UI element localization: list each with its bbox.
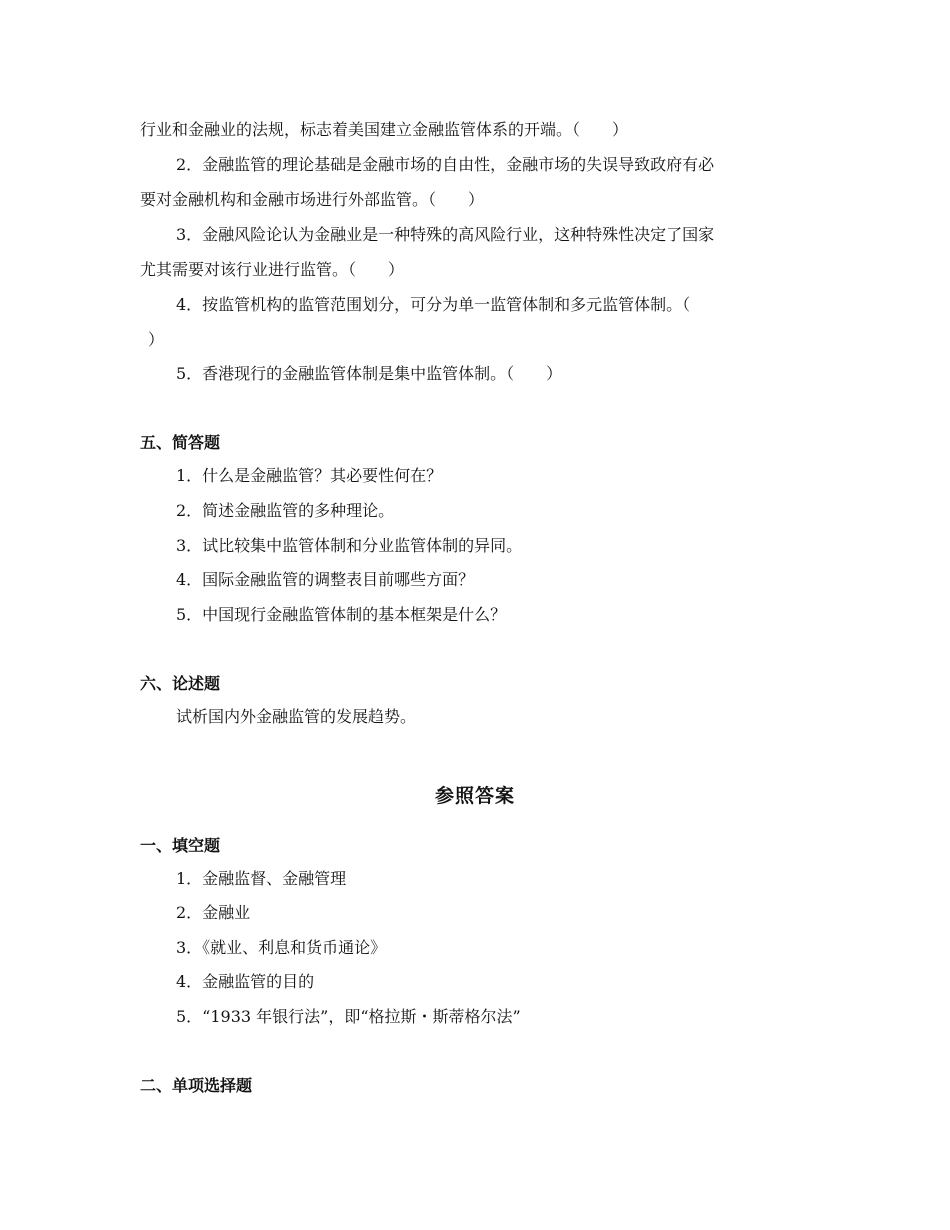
fill-blank-answer: 5．“1933 年银行法”，即“格拉斯・斯蒂格尔法” [176, 1007, 521, 1026]
fill-blank-answer: 4．金融监管的目的 [176, 972, 315, 991]
short-answer-item: 2．简述金融监管的多种理论。 [176, 501, 395, 520]
judgement-q1-tail: 行业和金融业的法规，标志着美国建立金融监管体系的开端。（ ） [140, 120, 629, 139]
short-answer-item: 4．国际金融监管的调整表目前哪些方面？ [176, 570, 475, 589]
judgement-q2-line1: 2．金融监管的理论基础是金融市场的自由性，金融市场的失误导致政府有必 [176, 155, 715, 174]
short-answer-heading: 五、简答题 [140, 433, 221, 452]
answers-title: 参照答案 [434, 785, 515, 807]
judgement-q3-line1: 3．金融风险论认为金融业是一种特殊的高风险行业，这种特殊性决定了国家 [176, 225, 715, 244]
short-answer-item: 1．什么是金融监管？其必要性何在？ [176, 466, 443, 485]
fill-blank-heading: 一、填空题 [140, 836, 221, 855]
judgement-q2-line2: 要对金融机构和金融市场进行外部监管。（ ） [140, 190, 485, 209]
judgement-q5: 5．香港现行的金融监管体制是集中监管体制。（ ） [176, 364, 563, 383]
fill-blank-answer: 1．金融监督、金融管理 [176, 869, 347, 888]
fill-blank-answer: 3．《就业、利息和货币通论》 [176, 938, 387, 957]
single-choice-heading: 二、单项选择题 [140, 1076, 253, 1095]
essay-item: 试析国内外金融监管的发展趋势。 [176, 707, 417, 726]
judgement-q3-line2: 尤其需要对该行业进行监管。（ ） [140, 260, 405, 279]
fill-blank-answer: 2．金融业 [176, 903, 251, 922]
short-answer-item: 5．中国现行金融监管体制的基本框架是什么？ [176, 605, 507, 624]
judgement-q4-line1: 4．按监管机构的监管范围划分，可分为单一监管体制和多元监管体制。（ [176, 295, 691, 314]
essay-heading: 六、论述题 [140, 674, 221, 693]
short-answer-item: 3．试比较集中监管体制和分业监管体制的异同。 [176, 536, 523, 555]
judgement-q4-line2: ） [148, 330, 165, 349]
